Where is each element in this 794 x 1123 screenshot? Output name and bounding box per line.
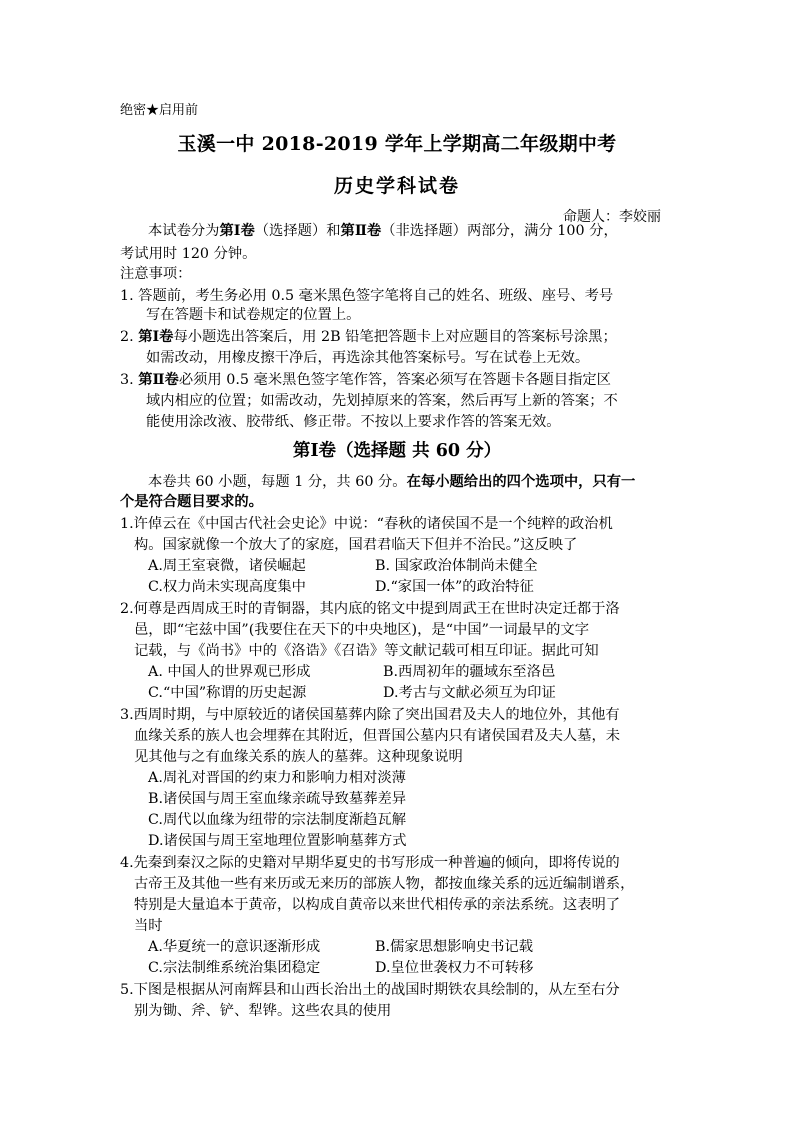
q1-option-c: C.权力尚未实现高度集中: [148, 579, 306, 595]
q2-stem-line-2: 邑，即“宅兹中国”(我要住在天下的中央地区)，是“中国”一词最早的文字: [134, 622, 589, 638]
note-1-line-1: 1. 答题前，考生务必用 0.5 毫米黑色签字笔将自己的姓名、班级、座号、考号: [120, 288, 614, 304]
q1-stem-line-2: 构。国家就像一个放大了的家庭，国君君临天下但并不治民。”这反映了: [134, 537, 578, 553]
q1-option-b: B. 国家政治体制尚未健全: [375, 558, 538, 574]
section-title: 第Ⅰ卷（选择题 共 60 分）: [292, 441, 502, 461]
exam-subtitle: 历史学科试卷: [333, 175, 460, 197]
section-desc-bold: 在每小题给出的四个选项中，只有一: [406, 474, 636, 490]
section-desc-text: 本卷共 60 小题，每题 1 分，共 60 分。: [148, 474, 407, 490]
q3-option-d: D.诸侯国与周王室地理位置影响墓葬方式: [148, 833, 407, 849]
section-desc-bold: 个是符合题目要求的。: [120, 494, 263, 510]
q4-option-a: A.华夏统一的意识逐渐形成: [148, 939, 321, 955]
q2-option-b: B.西周初年的疆域东至洛邑: [383, 664, 556, 680]
note-2-line-2: 如需改动，用橡皮擦干净后，再选涂其他答案标号。写在试卷上无效。: [146, 350, 590, 366]
note-text: 每小题选出答案后，用 2B 铅笔把答题卡上对应题目的答案标号涂黑；: [173, 329, 617, 345]
note-bold: 第Ⅰ卷: [138, 329, 174, 345]
q3-option-b: B.诸侯国与周王室血缘亲疏导致墓葬差异: [148, 791, 407, 807]
q3-option-c: C.周代以血缘为纽带的宗法制度渐趋瓦解: [148, 812, 407, 828]
note-text: 2.: [120, 329, 139, 345]
note-text: 必须用 0.5 毫米黑色签字笔作答，答案必须写在答题卡各题目指定区: [178, 372, 611, 388]
q3-stem-line-2: 血缘关系的族人也会埋葬在其附近，但晋国公墓内只有诸侯国君及夫人墓，未: [134, 728, 621, 744]
q1-option-d: D.“家国一体”的政治特征: [375, 579, 534, 595]
q4-option-b: B.儒家思想影响史书记载: [375, 939, 534, 955]
q1-option-a: A.周王室衰微，诸侯崛起: [148, 558, 306, 574]
note-3-line-2: 域内相应的位置；如需改动，先划掉原来的答案，然后再写上新的答案；不: [146, 393, 618, 409]
q3-stem-line-1: 3.西周时期，与中原较近的诸侯国墓葬内除了突出国君及夫人的地位外，其他有: [120, 707, 620, 723]
note-text: 3.: [120, 372, 139, 388]
q2-option-a: A. 中国人的世界观已形成: [148, 664, 311, 680]
notes-heading: 注意事项：: [120, 266, 192, 282]
author-line: 命题人：李姣丽: [563, 209, 661, 225]
note-bold: 第Ⅱ卷: [138, 372, 179, 388]
note-2-line-1: [120, 327, 617, 347]
section-desc-line-2: [120, 492, 263, 512]
q4-stem-line-2: 古帝王及其他一些有来历或无来历的部族人物，都按血缘关系的远近编制谱系，: [134, 876, 635, 892]
intro-text: 本试卷分为: [148, 223, 220, 239]
q2-option-d: D.考古与文献必须互为印证: [383, 685, 556, 701]
q5-stem-line-2: 别为锄、斧、铲、犁铧。这些农具的使用: [134, 1003, 392, 1019]
note-3-line-3: 能使用涂改液、胶带纸、修正带。不按以上要求作答的答案无效。: [146, 414, 561, 430]
intro-bold: 第Ⅰ卷: [219, 223, 255, 239]
q1-stem-line-1: 1.许倬云在《中国古代社会史论》中说：“春秋的诸侯国不是一个纯粹的政治机: [120, 516, 613, 532]
intro-text: （非选择题）两部分，满分 100 分，: [381, 223, 618, 239]
q3-option-a: A.周礼对晋国的约束力和影响力相对淡薄: [148, 770, 406, 786]
q2-stem-line-1: 2.何尊是西周成王时的青铜器，其内底的铭文中提到周武王在世时决定迁都于洛: [120, 601, 620, 617]
note-3-line-1: [120, 370, 611, 390]
q5-stem-line-1: 5.下图是根据从河南辉县和山西长治出土的战国时期铁农具绘制的，从左至右分: [120, 982, 620, 998]
q3-stem-line-3: 见其他与之有血缘关系的族人的墓葬。这种现象说明: [134, 749, 463, 765]
q4-option-d: D.皇位世袭权力不可转移: [375, 960, 534, 976]
q2-option-c: C.“中国”称谓的历史起源: [148, 685, 307, 701]
exam-title: 玉溪一中 2018-2019 学年上学期高二年级期中考: [177, 133, 617, 155]
section-desc-line-1: [148, 472, 635, 492]
q4-stem-line-1: 4.先秦到秦汉之际的史籍对早期华夏史的书写形成一种普遍的倾向，即将传说的: [120, 855, 620, 871]
note-1-line-2: 写在答题卡和试卷规定的位置上。: [146, 307, 361, 323]
intro-bold: 第Ⅱ卷: [340, 223, 382, 239]
secret-mark: 绝密★启用前: [120, 103, 199, 118]
intro-line-1: [148, 221, 618, 241]
intro-text: （选择题）和: [254, 223, 341, 239]
intro-line-2: 考试用时 120 分钟。: [120, 246, 257, 262]
q4-option-c: C.宗法制维系统治集团稳定: [148, 960, 321, 976]
q4-stem-line-3: 特别是大量追本于黄帝，以构成自黄帝以来世代相传承的亲法系统。这表明了: [134, 897, 621, 913]
q4-stem-line-4: 当时: [134, 918, 163, 934]
q2-stem-line-3: 记载，与《尚书》中的《洛诰》《召诰》等文献记载可相互印证。据此可知: [134, 643, 599, 659]
